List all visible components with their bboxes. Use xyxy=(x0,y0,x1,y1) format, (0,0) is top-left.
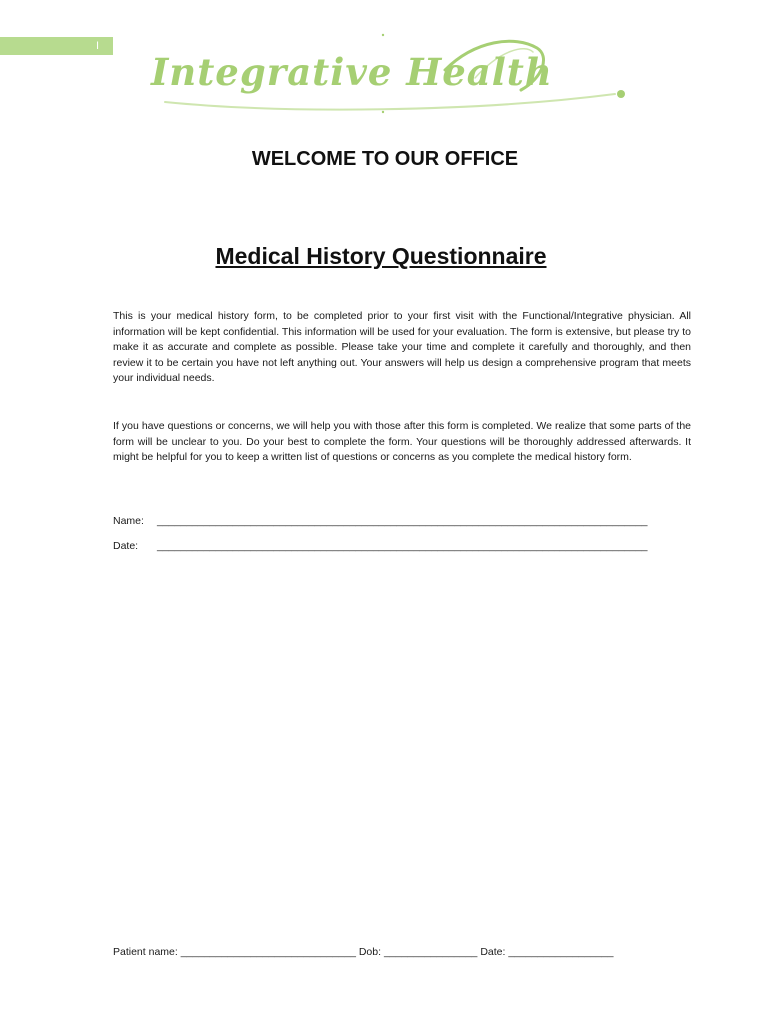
intro-paragraph: This is your medical history form, to be completed prior to your first visit with the Functional/Integrative physician. All information will be kept confidential. This information will be used for your evaluation. The form is extensive, but please try to make it as accurate and complete as possible. Please take your time and complete it carefully and thoroughly, and then review it to be certain you have not left anything out. Your answers will help us design a comprehensive program that meets your individual needs. xyxy=(113,310,691,385)
page-title: Medical History Questionnaire xyxy=(215,243,547,269)
footer-dob-label: Dob: xyxy=(358,946,382,958)
footer-date-line[interactable]: __________________ xyxy=(508,946,614,958)
footer-patient-info xyxy=(113,945,613,959)
name-field[interactable] xyxy=(113,514,648,528)
footer-patient-line[interactable]: ______________________________ xyxy=(180,946,356,958)
footer-date-label: Date: xyxy=(480,946,506,958)
date-line[interactable]: ____________________________________________________________________________________ xyxy=(157,540,648,552)
questions-paragraph: If you have questions or concerns, we will help you with those after this form is completed. We realize that some parts of the form will be unclear to you. Do your best to complete the form. Your questions will be thoroughly addressed afterwards. It might be helpful for you to keep a written list of questions or concerns as you complete the medical history form. xyxy=(113,420,691,464)
date-field[interactable] xyxy=(113,539,648,553)
logo-text: Integrative Health xyxy=(151,50,553,94)
page-marker: I xyxy=(96,40,100,52)
name-line[interactable]: ____________________________________________________________________________________ xyxy=(157,515,648,527)
logo xyxy=(145,30,635,120)
footer-patient-label: Patient name: xyxy=(113,946,178,958)
name-label: Name: xyxy=(113,515,144,527)
footer-dob-line[interactable]: ________________ xyxy=(383,946,478,958)
date-label: Date: xyxy=(113,540,139,552)
page-marker-tab xyxy=(0,37,113,55)
welcome-heading: WELCOME TO OUR OFFICE xyxy=(251,148,519,170)
